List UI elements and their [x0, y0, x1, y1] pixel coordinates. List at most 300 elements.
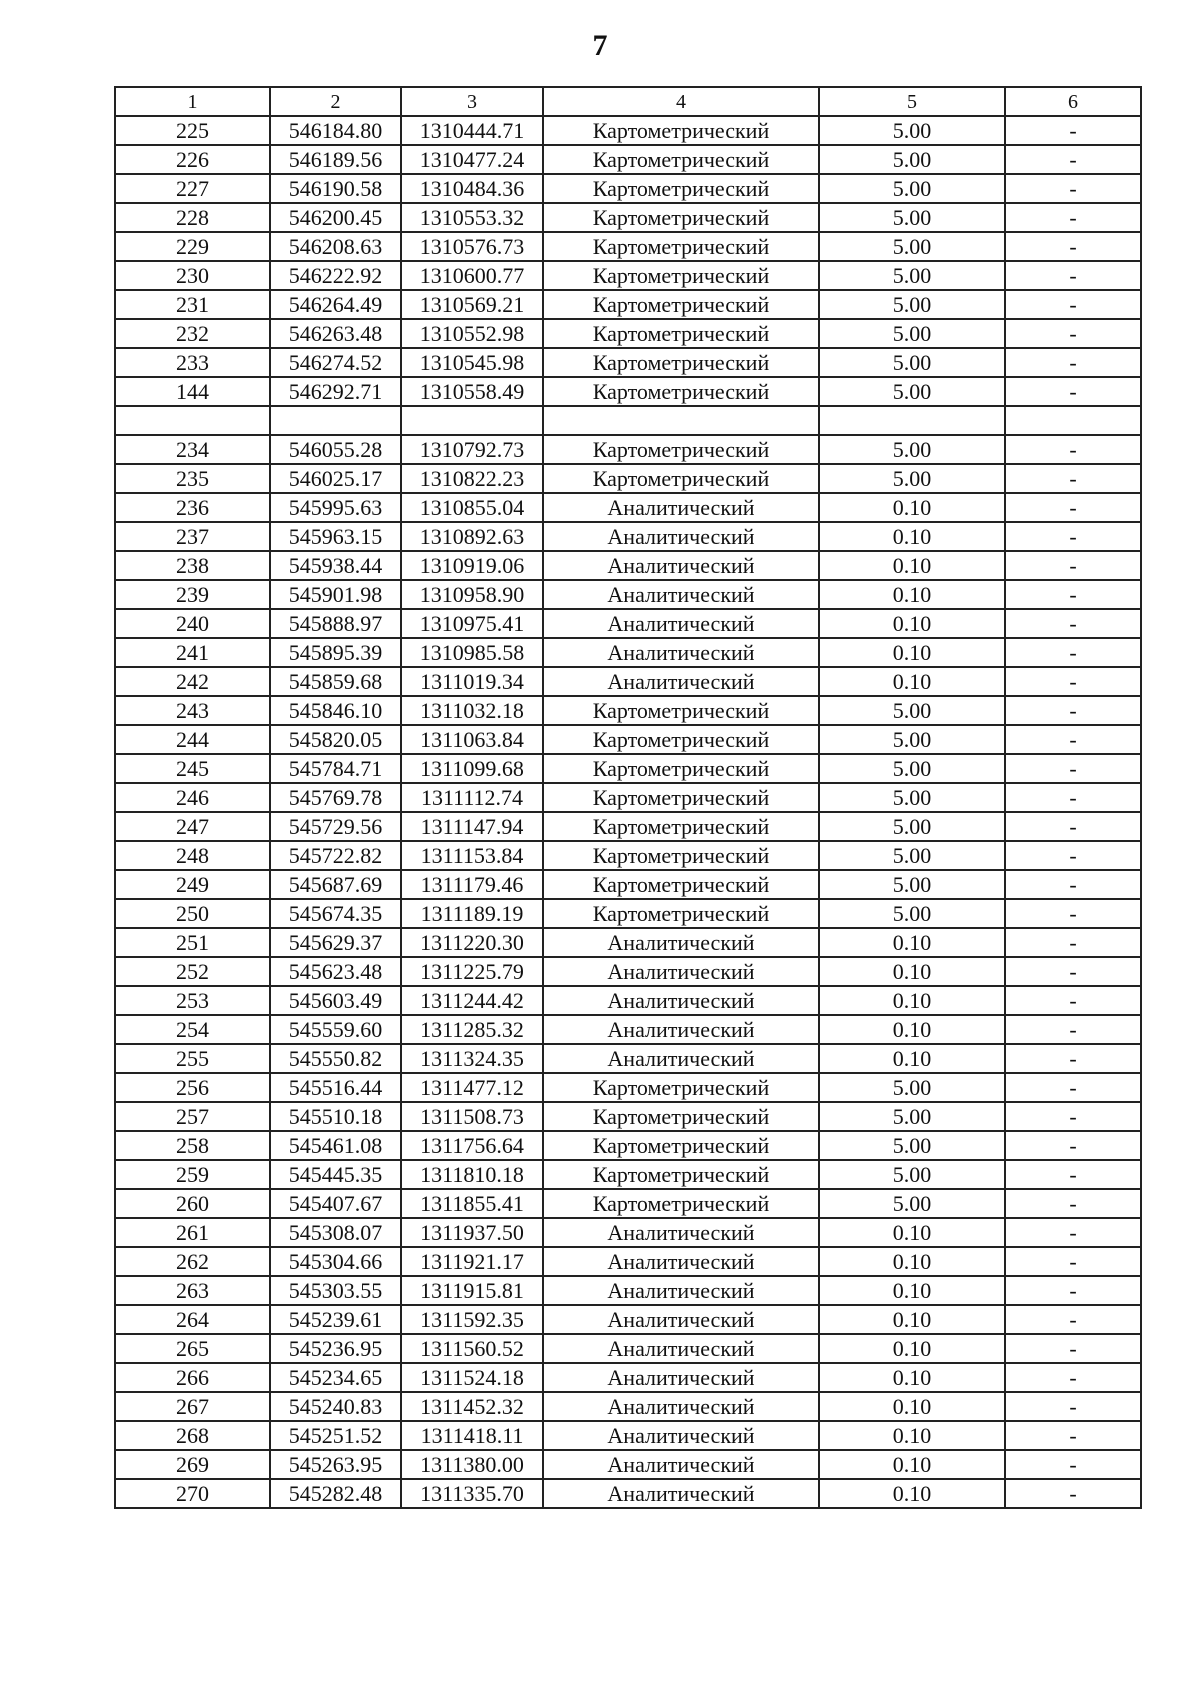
y-coordinate-cell: 1310792.73: [401, 435, 543, 464]
accuracy-cell: 0.10: [819, 1276, 1005, 1305]
y-coordinate-cell: 1311063.84: [401, 725, 543, 754]
y-coordinate-cell: 1311189.19: [401, 899, 543, 928]
point-number-cell: 252: [115, 957, 270, 986]
accuracy-cell: 0.10: [819, 1334, 1005, 1363]
page-number: 7: [592, 29, 608, 62]
table-row: [115, 1450, 1141, 1479]
method-cell: Картометрический: [543, 899, 819, 928]
description-cell: -: [1005, 696, 1141, 725]
y-coordinate-cell: [401, 406, 543, 435]
description-cell: -: [1005, 812, 1141, 841]
x-coordinate-cell: 546263.48: [270, 319, 401, 348]
accuracy-cell: 0.10: [819, 1421, 1005, 1450]
accuracy-cell: 0.10: [819, 1015, 1005, 1044]
point-number-cell: 144: [115, 377, 270, 406]
table-row: [115, 1102, 1141, 1131]
accuracy-cell: 5.00: [819, 348, 1005, 377]
point-number-cell: 243: [115, 696, 270, 725]
table-row: [115, 1392, 1141, 1421]
y-coordinate-cell: 1311179.46: [401, 870, 543, 899]
description-cell: -: [1005, 435, 1141, 464]
y-coordinate-cell: 1310958.90: [401, 580, 543, 609]
method-cell: Аналитический: [543, 1450, 819, 1479]
accuracy-cell: 0.10: [819, 522, 1005, 551]
x-coordinate-cell: 545282.48: [270, 1479, 401, 1508]
description-cell: -: [1005, 1421, 1141, 1450]
y-coordinate-cell: 1311452.32: [401, 1392, 543, 1421]
point-number-cell: 258: [115, 1131, 270, 1160]
description-cell: -: [1005, 1131, 1141, 1160]
y-coordinate-cell: 1311477.12: [401, 1073, 543, 1102]
y-coordinate-cell: 1310484.36: [401, 174, 543, 203]
x-coordinate-cell: 546200.45: [270, 203, 401, 232]
accuracy-cell: 0.10: [819, 1363, 1005, 1392]
description-cell: -: [1005, 1189, 1141, 1218]
method-cell: Аналитический: [543, 1305, 819, 1334]
point-number-cell: 241: [115, 638, 270, 667]
y-coordinate-cell: 1311915.81: [401, 1276, 543, 1305]
description-cell: -: [1005, 319, 1141, 348]
y-coordinate-cell: 1310558.49: [401, 377, 543, 406]
method-cell: Аналитический: [543, 1044, 819, 1073]
y-coordinate-cell: 1310600.77: [401, 261, 543, 290]
y-coordinate-cell: 1311756.64: [401, 1131, 543, 1160]
accuracy-cell: 0.10: [819, 551, 1005, 580]
method-cell: Аналитический: [543, 580, 819, 609]
accuracy-cell: 0.10: [819, 493, 1005, 522]
point-number-cell: 253: [115, 986, 270, 1015]
method-cell: Картометрический: [543, 116, 819, 145]
table-row: [115, 1218, 1141, 1247]
y-coordinate-cell: 1310892.63: [401, 522, 543, 551]
point-number-cell: 265: [115, 1334, 270, 1363]
table-row: [115, 290, 1141, 319]
accuracy-cell: 5.00: [819, 232, 1005, 261]
table-row: [115, 754, 1141, 783]
header-cell-5: 5: [819, 87, 1005, 116]
table-row: [115, 1276, 1141, 1305]
point-number-cell: 231: [115, 290, 270, 319]
table-body: [115, 116, 1141, 1508]
description-cell: -: [1005, 1334, 1141, 1363]
x-coordinate-cell: 546274.52: [270, 348, 401, 377]
method-cell: Картометрический: [543, 1131, 819, 1160]
description-cell: -: [1005, 1305, 1141, 1334]
method-cell: Картометрический: [543, 1160, 819, 1189]
description-cell: -: [1005, 1160, 1141, 1189]
accuracy-cell: 5.00: [819, 899, 1005, 928]
method-cell: [543, 406, 819, 435]
y-coordinate-cell: 1311508.73: [401, 1102, 543, 1131]
x-coordinate-cell: 545550.82: [270, 1044, 401, 1073]
method-cell: Картометрический: [543, 319, 819, 348]
y-coordinate-cell: 1310855.04: [401, 493, 543, 522]
y-coordinate-cell: 1311244.42: [401, 986, 543, 1015]
method-cell: Аналитический: [543, 1218, 819, 1247]
table-row: [115, 435, 1141, 464]
description-cell: -: [1005, 290, 1141, 319]
y-coordinate-cell: 1311112.74: [401, 783, 543, 812]
y-coordinate-cell: 1310569.21: [401, 290, 543, 319]
table-row: [115, 319, 1141, 348]
x-coordinate-cell: 546264.49: [270, 290, 401, 319]
y-coordinate-cell: 1310822.23: [401, 464, 543, 493]
table-row: [115, 1363, 1141, 1392]
table-row: [115, 783, 1141, 812]
table-row: [115, 406, 1141, 435]
y-coordinate-cell: 1311560.52: [401, 1334, 543, 1363]
x-coordinate-cell: 546189.56: [270, 145, 401, 174]
description-cell: -: [1005, 841, 1141, 870]
method-cell: Картометрический: [543, 435, 819, 464]
x-coordinate-cell: 545445.35: [270, 1160, 401, 1189]
method-cell: Картометрический: [543, 1189, 819, 1218]
table-row: [115, 493, 1141, 522]
header-cell-1: 1: [115, 87, 270, 116]
table-row: [115, 1479, 1141, 1508]
description-cell: -: [1005, 261, 1141, 290]
y-coordinate-cell: 1310975.41: [401, 609, 543, 638]
header-cell-3: 3: [401, 87, 543, 116]
method-cell: Картометрический: [543, 290, 819, 319]
y-coordinate-cell: 1311225.79: [401, 957, 543, 986]
table-row: [115, 1247, 1141, 1276]
point-number-cell: 229: [115, 232, 270, 261]
point-number-cell: 239: [115, 580, 270, 609]
accuracy-cell: 5.00: [819, 841, 1005, 870]
table-row: [115, 957, 1141, 986]
method-cell: Аналитический: [543, 957, 819, 986]
point-number-cell: 249: [115, 870, 270, 899]
x-coordinate-cell: 545303.55: [270, 1276, 401, 1305]
y-coordinate-cell: 1311099.68: [401, 754, 543, 783]
description-cell: -: [1005, 928, 1141, 957]
x-coordinate-cell: 546292.71: [270, 377, 401, 406]
x-coordinate-cell: 546025.17: [270, 464, 401, 493]
x-coordinate-cell: 545234.65: [270, 1363, 401, 1392]
table-row: [115, 1160, 1141, 1189]
y-coordinate-cell: 1310576.73: [401, 232, 543, 261]
x-coordinate-cell: 545510.18: [270, 1102, 401, 1131]
table-row: [115, 696, 1141, 725]
point-number-cell: 233: [115, 348, 270, 377]
point-number-cell: 263: [115, 1276, 270, 1305]
description-cell: -: [1005, 1102, 1141, 1131]
x-coordinate-cell: 545784.71: [270, 754, 401, 783]
point-number-cell: 232: [115, 319, 270, 348]
table-row: [115, 1073, 1141, 1102]
x-coordinate-cell: 545820.05: [270, 725, 401, 754]
x-coordinate-cell: 545559.60: [270, 1015, 401, 1044]
x-coordinate-cell: 545461.08: [270, 1131, 401, 1160]
point-number-cell: 244: [115, 725, 270, 754]
description-cell: -: [1005, 667, 1141, 696]
table-row: [115, 551, 1141, 580]
accuracy-cell: 5.00: [819, 812, 1005, 841]
table-row: [115, 464, 1141, 493]
method-cell: Картометрический: [543, 232, 819, 261]
point-number-cell: 248: [115, 841, 270, 870]
accuracy-cell: 5.00: [819, 1189, 1005, 1218]
method-cell: Картометрический: [543, 348, 819, 377]
header-cell-2: 2: [270, 87, 401, 116]
table-row: [115, 1015, 1141, 1044]
x-coordinate-cell: 545239.61: [270, 1305, 401, 1334]
point-number-cell: 246: [115, 783, 270, 812]
x-coordinate-cell: 545859.68: [270, 667, 401, 696]
method-cell: Аналитический: [543, 609, 819, 638]
x-coordinate-cell: 545888.97: [270, 609, 401, 638]
y-coordinate-cell: 1310552.98: [401, 319, 543, 348]
method-cell: Картометрический: [543, 754, 819, 783]
point-number-cell: 264: [115, 1305, 270, 1334]
y-coordinate-cell: 1311285.32: [401, 1015, 543, 1044]
y-coordinate-cell: 1310444.71: [401, 116, 543, 145]
description-cell: -: [1005, 609, 1141, 638]
x-coordinate-cell: 546184.80: [270, 116, 401, 145]
table-row: [115, 522, 1141, 551]
x-coordinate-cell: 545895.39: [270, 638, 401, 667]
x-coordinate-cell: 545687.69: [270, 870, 401, 899]
method-cell: Аналитический: [543, 667, 819, 696]
table-row: [115, 725, 1141, 754]
point-number-cell: 227: [115, 174, 270, 203]
accuracy-cell: 5.00: [819, 116, 1005, 145]
description-cell: -: [1005, 1392, 1141, 1421]
description-cell: -: [1005, 899, 1141, 928]
accuracy-cell: 5.00: [819, 725, 1005, 754]
point-number-cell: 256: [115, 1073, 270, 1102]
x-coordinate-cell: 545995.63: [270, 493, 401, 522]
point-number-cell: 257: [115, 1102, 270, 1131]
point-number-cell: 240: [115, 609, 270, 638]
method-cell: Аналитический: [543, 1421, 819, 1450]
accuracy-cell: 0.10: [819, 609, 1005, 638]
point-number-cell: 269: [115, 1450, 270, 1479]
accuracy-cell: 5.00: [819, 203, 1005, 232]
x-coordinate-cell: 545603.49: [270, 986, 401, 1015]
x-coordinate-cell: 545240.83: [270, 1392, 401, 1421]
method-cell: Аналитический: [543, 1334, 819, 1363]
point-number-cell: 228: [115, 203, 270, 232]
accuracy-cell: 0.10: [819, 1218, 1005, 1247]
point-number-cell: 270: [115, 1479, 270, 1508]
x-coordinate-cell: 545629.37: [270, 928, 401, 957]
table-row: [115, 638, 1141, 667]
table-row: [115, 203, 1141, 232]
point-number-cell: 254: [115, 1015, 270, 1044]
method-cell: Картометрический: [543, 841, 819, 870]
description-cell: -: [1005, 377, 1141, 406]
point-number-cell: 235: [115, 464, 270, 493]
point-number-cell: 261: [115, 1218, 270, 1247]
method-cell: Картометрический: [543, 174, 819, 203]
method-cell: Аналитический: [543, 1363, 819, 1392]
table-row: [115, 348, 1141, 377]
header-cell-6: 6: [1005, 87, 1141, 116]
x-coordinate-cell: 545729.56: [270, 812, 401, 841]
point-number-cell: 236: [115, 493, 270, 522]
table-row: [115, 377, 1141, 406]
method-cell: Аналитический: [543, 551, 819, 580]
y-coordinate-cell: 1311324.35: [401, 1044, 543, 1073]
accuracy-cell: 5.00: [819, 290, 1005, 319]
y-coordinate-cell: 1311524.18: [401, 1363, 543, 1392]
method-cell: Картометрический: [543, 1102, 819, 1131]
description-cell: -: [1005, 145, 1141, 174]
y-coordinate-cell: 1311019.34: [401, 667, 543, 696]
method-cell: Аналитический: [543, 522, 819, 551]
table-row: [115, 261, 1141, 290]
y-coordinate-cell: 1311592.35: [401, 1305, 543, 1334]
y-coordinate-cell: 1311855.41: [401, 1189, 543, 1218]
x-coordinate-cell: [270, 406, 401, 435]
description-cell: -: [1005, 348, 1141, 377]
method-cell: Картометрический: [543, 870, 819, 899]
accuracy-cell: 5.00: [819, 1131, 1005, 1160]
x-coordinate-cell: 546208.63: [270, 232, 401, 261]
point-number-cell: 225: [115, 116, 270, 145]
table-row: [115, 1044, 1141, 1073]
y-coordinate-cell: 1311220.30: [401, 928, 543, 957]
point-number-cell: 251: [115, 928, 270, 957]
table-row: [115, 232, 1141, 261]
description-cell: -: [1005, 464, 1141, 493]
accuracy-cell: 5.00: [819, 870, 1005, 899]
table-row: [115, 1334, 1141, 1363]
table-row: [115, 1421, 1141, 1450]
header-row: [115, 87, 1141, 116]
table-row: [115, 870, 1141, 899]
y-coordinate-cell: 1310553.32: [401, 203, 543, 232]
method-cell: Аналитический: [543, 928, 819, 957]
method-cell: Картометрический: [543, 1073, 819, 1102]
description-cell: -: [1005, 957, 1141, 986]
x-coordinate-cell: 545251.52: [270, 1421, 401, 1450]
description-cell: -: [1005, 1363, 1141, 1392]
y-coordinate-cell: 1310985.58: [401, 638, 543, 667]
accuracy-cell: 5.00: [819, 696, 1005, 725]
x-coordinate-cell: 545901.98: [270, 580, 401, 609]
x-coordinate-cell: 545938.44: [270, 551, 401, 580]
accuracy-cell: 0.10: [819, 1305, 1005, 1334]
point-number-cell: 268: [115, 1421, 270, 1450]
point-number-cell: 230: [115, 261, 270, 290]
table-row: [115, 812, 1141, 841]
accuracy-cell: 0.10: [819, 957, 1005, 986]
table-row: [115, 899, 1141, 928]
method-cell: Аналитический: [543, 1015, 819, 1044]
accuracy-cell: 0.10: [819, 1247, 1005, 1276]
description-cell: -: [1005, 1044, 1141, 1073]
accuracy-cell: 5.00: [819, 319, 1005, 348]
method-cell: Картометрический: [543, 812, 819, 841]
accuracy-cell: 5.00: [819, 174, 1005, 203]
description-cell: -: [1005, 1218, 1141, 1247]
coordinates-table: [114, 86, 1142, 1509]
accuracy-cell: 5.00: [819, 145, 1005, 174]
x-coordinate-cell: 545236.95: [270, 1334, 401, 1363]
accuracy-cell: 0.10: [819, 580, 1005, 609]
table-row: [115, 580, 1141, 609]
description-cell: -: [1005, 783, 1141, 812]
x-coordinate-cell: 545263.95: [270, 1450, 401, 1479]
method-cell: Картометрический: [543, 783, 819, 812]
header-cell-4: 4: [543, 87, 819, 116]
table-row: [115, 1189, 1141, 1218]
y-coordinate-cell: 1311032.18: [401, 696, 543, 725]
point-number-cell: 234: [115, 435, 270, 464]
x-coordinate-cell: 546055.28: [270, 435, 401, 464]
point-number-cell: 250: [115, 899, 270, 928]
description-cell: -: [1005, 1479, 1141, 1508]
x-coordinate-cell: 545769.78: [270, 783, 401, 812]
method-cell: Аналитический: [543, 1392, 819, 1421]
accuracy-cell: 0.10: [819, 1479, 1005, 1508]
table-row: [115, 1305, 1141, 1334]
point-number-cell: 259: [115, 1160, 270, 1189]
description-cell: -: [1005, 754, 1141, 783]
table-row: [115, 145, 1141, 174]
method-cell: Картометрический: [543, 203, 819, 232]
table-header: [115, 87, 1141, 116]
accuracy-cell: 0.10: [819, 667, 1005, 696]
method-cell: Аналитический: [543, 1247, 819, 1276]
x-coordinate-cell: 546222.92: [270, 261, 401, 290]
description-cell: -: [1005, 638, 1141, 667]
x-coordinate-cell: 545308.07: [270, 1218, 401, 1247]
description-cell: -: [1005, 986, 1141, 1015]
y-coordinate-cell: 1311335.70: [401, 1479, 543, 1508]
description-cell: -: [1005, 1073, 1141, 1102]
accuracy-cell: 5.00: [819, 464, 1005, 493]
table-row: [115, 609, 1141, 638]
y-coordinate-cell: 1311418.11: [401, 1421, 543, 1450]
description-cell: -: [1005, 1450, 1141, 1479]
x-coordinate-cell: 545722.82: [270, 841, 401, 870]
accuracy-cell: 5.00: [819, 1102, 1005, 1131]
x-coordinate-cell: 545623.48: [270, 957, 401, 986]
point-number-cell: 245: [115, 754, 270, 783]
accuracy-cell: 0.10: [819, 638, 1005, 667]
table-row: [115, 986, 1141, 1015]
description-cell: -: [1005, 1247, 1141, 1276]
x-coordinate-cell: 545304.66: [270, 1247, 401, 1276]
x-coordinate-cell: 545963.15: [270, 522, 401, 551]
y-coordinate-cell: 1311810.18: [401, 1160, 543, 1189]
x-coordinate-cell: 545846.10: [270, 696, 401, 725]
method-cell: Аналитический: [543, 638, 819, 667]
accuracy-cell: [819, 406, 1005, 435]
y-coordinate-cell: 1311153.84: [401, 841, 543, 870]
description-cell: -: [1005, 1015, 1141, 1044]
description-cell: -: [1005, 116, 1141, 145]
description-cell: -: [1005, 174, 1141, 203]
description-cell: -: [1005, 580, 1141, 609]
accuracy-cell: 5.00: [819, 435, 1005, 464]
point-number-cell: 260: [115, 1189, 270, 1218]
point-number-cell: 262: [115, 1247, 270, 1276]
accuracy-cell: 0.10: [819, 928, 1005, 957]
accuracy-cell: 5.00: [819, 1073, 1005, 1102]
point-number-cell: 242: [115, 667, 270, 696]
accuracy-cell: 0.10: [819, 986, 1005, 1015]
point-number-cell: 226: [115, 145, 270, 174]
method-cell: Аналитический: [543, 1479, 819, 1508]
description-cell: -: [1005, 1276, 1141, 1305]
method-cell: Аналитический: [543, 1276, 819, 1305]
y-coordinate-cell: 1310545.98: [401, 348, 543, 377]
